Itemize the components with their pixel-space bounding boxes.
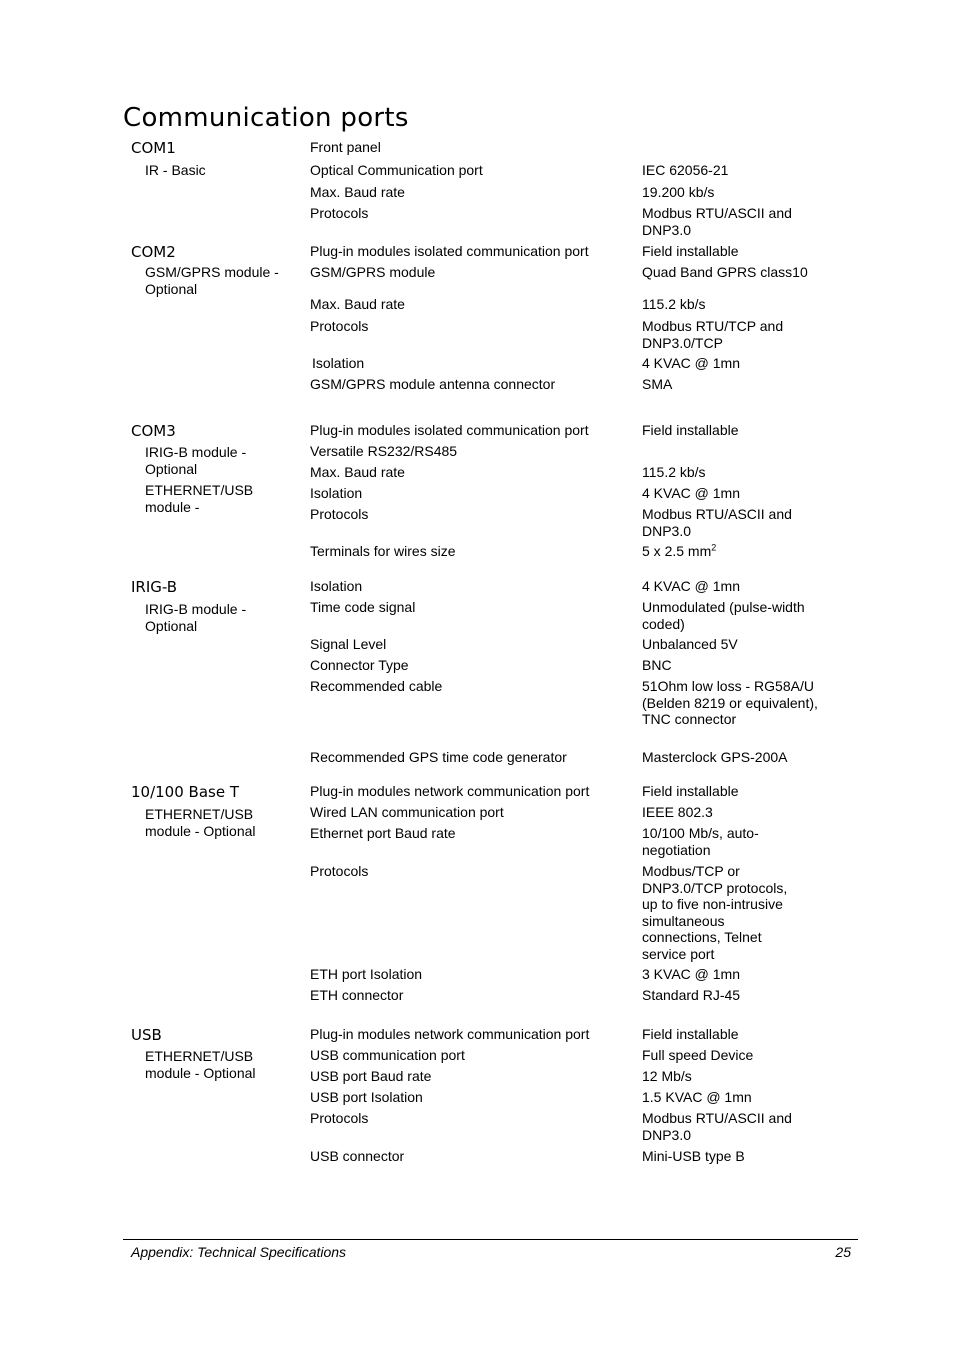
spec-value: Modbus RTU/ASCII and DNP3.0: [642, 205, 792, 238]
spec-value: Standard RJ-45: [642, 987, 741, 1003]
spec-value: 51Ohm low loss - RG58A/U (Belden 8219 or equivalent), TNC connector: [642, 678, 818, 727]
spec-label: USB port Isolation: [310, 1089, 423, 1105]
spec-label: Recommended GPS time code generator: [310, 749, 567, 765]
spec-label: USB connector: [310, 1148, 405, 1164]
page-title: Communication ports: [123, 103, 409, 133]
spec-value: Full speed Device: [642, 1047, 754, 1063]
spec-value: Field installable: [642, 783, 739, 799]
spec-label: Protocols: [310, 506, 369, 522]
section-heading-com1: COM1: [131, 139, 176, 157]
spec-label: Isolation: [310, 578, 363, 594]
spec-value: Modbus RTU/TCP and DNP3.0/TCP: [642, 318, 784, 351]
spec-value: IEEE 802.3: [642, 804, 713, 820]
section-heading-com3: COM3: [131, 422, 176, 440]
spec-value: Mini-USB type B: [642, 1148, 745, 1164]
spec-value: 10/100 Mb/s, auto-negotiation: [642, 825, 759, 858]
spec-value: 19.200 kb/s: [642, 184, 715, 200]
spec-value: 1.5 KVAC @ 1mn: [642, 1089, 752, 1105]
spec-label: Protocols: [310, 318, 369, 334]
spec-value: Modbus/TCP or DNP3.0/TCP protocols, up to five non-intrusive simultaneous connections, Telnet service port: [642, 863, 788, 962]
spec-label: Optical Communication port: [310, 162, 483, 178]
spec-value: SMA: [642, 376, 673, 392]
spec-value: 115.2 kb/s: [642, 464, 706, 480]
spec-label: Terminals for wires size: [310, 543, 456, 559]
spec-label: Recommended cable: [310, 678, 443, 694]
page-number: 25: [835, 1244, 851, 1260]
spec-label: Isolation: [310, 485, 363, 501]
spec-label: Plug-in modules network communication port: [310, 783, 590, 799]
spec-value: 115.2 kb/s: [642, 296, 706, 312]
spec-label: Plug-in modules isolated communication port: [310, 243, 589, 259]
section-subtitle: IRIG-B module - Optional: [145, 601, 247, 634]
spec-value: Modbus RTU/ASCII and DNP3.0: [642, 1110, 792, 1143]
spec-label: Protocols: [310, 1110, 369, 1126]
spec-value: 4 KVAC @ 1mn: [642, 485, 740, 501]
section-subtitle: ETHERNET/USB module -: [145, 482, 254, 515]
spec-label: GSM/GPRS module antenna connector: [310, 376, 556, 392]
spec-label: ETH connector: [310, 987, 404, 1003]
footer-divider: [123, 1239, 858, 1240]
section-subtitle: GSM/GPRS module - Optional: [145, 264, 279, 297]
spec-label: Max. Baud rate: [310, 184, 405, 200]
spec-value: Unmodulated (pulse-width coded): [642, 599, 805, 632]
spec-value: IEC 62056-21: [642, 162, 729, 178]
superscript: 2: [711, 542, 717, 553]
spec-value: 4 KVAC @ 1mn: [642, 578, 740, 594]
spec-value: Field installable: [642, 1026, 739, 1042]
section-subtitle: IR - Basic: [145, 162, 206, 178]
section-heading-base-t: 10/100 Base T: [131, 783, 239, 801]
wire-size-text: 5 x 2.5 mm: [642, 543, 712, 559]
spec-label: Connector Type: [310, 657, 409, 673]
spec-label: ETH port Isolation: [310, 966, 423, 982]
spec-value: Field installable: [642, 422, 739, 438]
spec-label: Time code signal: [310, 599, 416, 615]
spec-label: USB communication port: [310, 1047, 465, 1063]
spec-label: GSM/GPRS module: [310, 264, 436, 280]
section-heading-irigb: IRIG-B: [131, 578, 178, 596]
spec-value: 12 Mb/s: [642, 1068, 692, 1084]
spec-label: Protocols: [310, 205, 369, 221]
section-heading-com2: COM2: [131, 243, 176, 261]
spec-value: Unbalanced 5V: [642, 636, 738, 652]
spec-label: Plug-in modules network communication port: [310, 1026, 590, 1042]
section-subtitle: ETHERNET/USB module - Optional: [145, 806, 256, 839]
spec-label: Isolation: [312, 355, 365, 371]
spec-value: BNC: [642, 657, 672, 673]
spec-value: Masterclock GPS-200A: [642, 749, 788, 765]
spec-value: Field installable: [642, 243, 739, 259]
spec-label: Max. Baud rate: [310, 464, 405, 480]
spec-value: 4 KVAC @ 1mn: [642, 355, 740, 371]
footer-section-title: Appendix: Technical Specifications: [131, 1244, 347, 1260]
section-subtitle: IRIG-B module - Optional: [145, 444, 247, 477]
section-subtitle: ETHERNET/USB module - Optional: [145, 1048, 256, 1081]
spec-value: Quad Band GPRS class10: [642, 264, 808, 280]
spec-label: Plug-in modules isolated communication port: [310, 422, 589, 438]
spec-label: Protocols: [310, 863, 369, 879]
spec-label: Front panel: [310, 139, 381, 155]
spec-label: USB port Baud rate: [310, 1068, 432, 1084]
spec-label: Signal Level: [310, 636, 387, 652]
spec-value: Modbus RTU/ASCII and DNP3.0: [642, 506, 792, 539]
section-heading-usb: USB: [131, 1026, 162, 1044]
spec-label: Max. Baud rate: [310, 296, 405, 312]
spec-label: Wired LAN communication port: [310, 804, 504, 820]
spec-label: Versatile RS232/RS485: [310, 443, 458, 459]
spec-value: 3 KVAC @ 1mn: [642, 966, 740, 982]
spec-value-wire-size: [642, 543, 822, 560]
spec-label: Ethernet port Baud rate: [310, 825, 456, 841]
